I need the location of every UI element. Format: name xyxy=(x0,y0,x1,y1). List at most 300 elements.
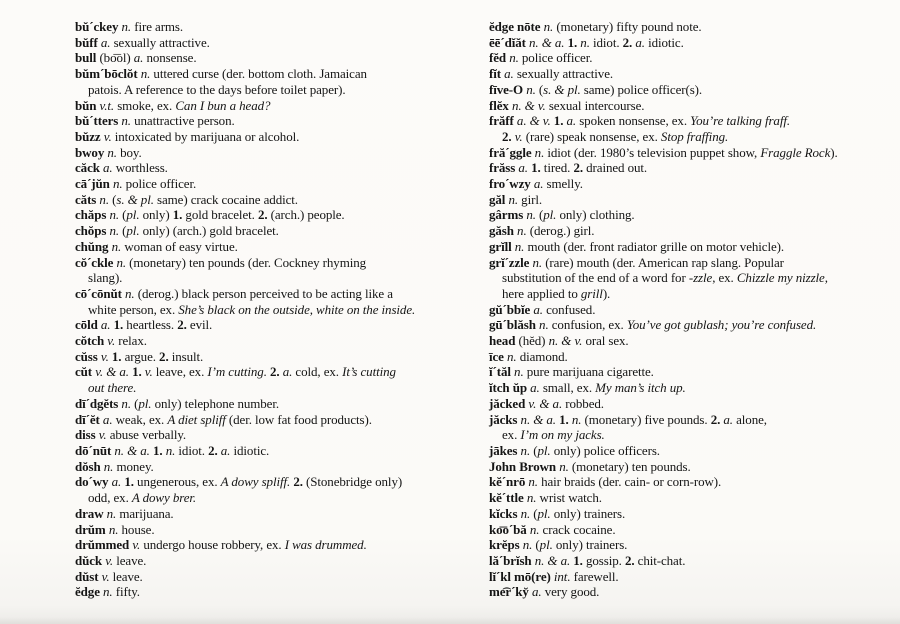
dictionary-entry xyxy=(75,192,463,208)
sense-number: 2. xyxy=(257,207,268,223)
italic-text: n. xyxy=(509,50,519,66)
italic-text: n. xyxy=(526,81,536,97)
definition-text: weak, ex. xyxy=(112,411,168,427)
headword: frăss xyxy=(489,160,519,176)
italic-text: pl. xyxy=(126,207,140,223)
italic-text: n. xyxy=(507,348,517,364)
headword: dī´dgĕts xyxy=(75,395,122,411)
dictionary-entry xyxy=(75,129,463,145)
definition-text: ( xyxy=(108,191,117,207)
dictionary-entry xyxy=(489,364,893,380)
italic-text: n. xyxy=(514,238,525,254)
definition-text: only) trainers. xyxy=(550,505,626,521)
italic-text: v. & a. xyxy=(95,364,129,380)
italic-text: a. xyxy=(533,301,543,317)
dictionary-entry xyxy=(75,66,463,97)
italic-text: n. xyxy=(106,505,117,521)
sense-number: 1. xyxy=(573,552,583,568)
dictionary-entry xyxy=(75,396,463,412)
definition-text: (rare) speak nonsense, ex. xyxy=(522,128,661,144)
column-right xyxy=(489,19,893,600)
definition-text: confused. xyxy=(542,301,596,317)
dictionary-entry xyxy=(75,474,463,505)
headword: fĕd xyxy=(489,50,510,66)
headword: lĭ´kl mō(re) xyxy=(489,568,554,584)
italic-text: a. xyxy=(518,160,528,176)
dictionary-entry xyxy=(489,66,893,82)
sense-number: 1. xyxy=(152,442,163,458)
italic-text: n. xyxy=(121,395,131,411)
definition-text: leave. xyxy=(109,568,143,584)
definition-text: boy. xyxy=(116,144,142,160)
sense-number: 1. xyxy=(111,348,122,364)
italic-text: a. xyxy=(723,411,733,427)
definition-text: sexually attractive. xyxy=(513,66,614,82)
dictionary-entry xyxy=(75,506,463,522)
italic-text: n. xyxy=(121,113,131,129)
headword: bull xyxy=(75,50,100,66)
dictionary-entry xyxy=(75,98,463,114)
definition-text: sexual intercourse. xyxy=(545,97,645,113)
headword: jăcked xyxy=(489,395,529,411)
italic-text: I’m cutting. xyxy=(207,364,267,380)
italic-text: n. & v. xyxy=(548,333,583,349)
dictionary-entry xyxy=(489,207,893,223)
dictionary-entry xyxy=(75,176,463,192)
dictionary-entry xyxy=(75,443,463,459)
headword: fră´ggle xyxy=(489,144,535,160)
italic-text: You’ve got gublash; you’re confused. xyxy=(626,317,817,333)
headword: ēē´dĭăt xyxy=(489,34,529,50)
italic-text: v. xyxy=(105,552,114,568)
sense-number: 1. xyxy=(559,411,569,427)
definition-text: (Stonebridge only) xyxy=(302,474,403,490)
sense-number: 1. xyxy=(172,207,183,223)
italic-text: n. xyxy=(109,207,120,223)
italic-text: You’re talking fraff. xyxy=(690,113,791,129)
headword: găl xyxy=(489,191,509,207)
italic-text: n. xyxy=(529,521,540,537)
italic-text: n. xyxy=(543,19,554,34)
sense-number: 1. xyxy=(132,364,142,380)
italic-text: out there. xyxy=(88,380,137,396)
headword: grĭ´zzle xyxy=(489,254,533,270)
headword: ko͞o´bă xyxy=(489,521,530,537)
definition-text: marijuana. xyxy=(116,505,174,521)
definition-text: fifty. xyxy=(112,584,140,600)
definition-text: uttered curse (der. bottom cloth. Jamaican xyxy=(150,66,367,82)
definition-text: only) (arch.) gold bracelet. xyxy=(139,223,279,239)
sense-number: 2. xyxy=(293,474,303,490)
dictionary-entry xyxy=(489,239,893,255)
italic-text: v. xyxy=(144,364,153,380)
definition-text: only) police officers. xyxy=(550,442,660,458)
definition-text: only) clothing. xyxy=(556,207,635,223)
headword: cŭss xyxy=(75,348,101,364)
headword: chŏps xyxy=(75,223,110,239)
definition-text: patois. A reference to the days before toilet paper). xyxy=(88,81,346,97)
definition-text: crack cocaine. xyxy=(539,521,616,537)
italic-text: grill xyxy=(580,285,603,301)
headword: dŭck xyxy=(75,552,106,568)
dictionary-entry xyxy=(489,19,893,35)
headword: bŭ´tters xyxy=(75,113,122,129)
sense-number: 2. xyxy=(208,442,218,458)
dictionary-entry xyxy=(489,317,893,333)
page-bottom-shading xyxy=(0,617,900,624)
dictionary-entry xyxy=(75,145,463,161)
definition-text: diamond. xyxy=(516,348,568,364)
italic-text: int. xyxy=(553,568,571,584)
dictionary-entry xyxy=(75,19,463,35)
italic-text: a. xyxy=(100,317,111,333)
dictionary-entry xyxy=(489,255,893,302)
definition-text: oral sex. xyxy=(582,333,629,349)
headword: ĕdge nōte xyxy=(489,19,544,34)
dictionary-entry xyxy=(489,302,893,318)
definition-text: smelly. xyxy=(543,176,583,192)
sense-number: 2. xyxy=(159,348,169,364)
italic-text: n. xyxy=(517,223,527,239)
definition-text: (bo͞ol) xyxy=(99,50,134,66)
italic-text: a. xyxy=(102,411,113,427)
italic-text: v.t. xyxy=(99,97,115,113)
headword: fĭt xyxy=(489,66,505,82)
italic-text: v. xyxy=(132,537,141,553)
headword: bŭff xyxy=(75,34,101,50)
italic-text: n. xyxy=(508,191,519,207)
headword: īce xyxy=(489,348,508,364)
italic-text: n. xyxy=(107,144,117,160)
definition-text: ( xyxy=(119,223,127,239)
italic-text: n. xyxy=(571,411,582,427)
headword: jăcks xyxy=(489,411,521,427)
dictionary-entry xyxy=(75,255,463,286)
definition-text: house. xyxy=(118,521,155,537)
definition-text: only) xyxy=(139,207,173,223)
definition-text: idiot. xyxy=(175,442,209,458)
italic-text: pl. xyxy=(537,442,551,458)
dictionary-entry xyxy=(489,506,893,522)
italic-text: n. xyxy=(534,144,545,160)
definition-text: (monetary) ten pounds (der. Cockney rhyming xyxy=(126,254,367,270)
dictionary-entry xyxy=(489,474,893,490)
headword: bŭzz xyxy=(75,128,104,144)
definition-text: (derog.) girl. xyxy=(526,223,595,239)
headword: gŭ´bbĭe xyxy=(489,301,534,317)
dictionary-entry xyxy=(75,160,463,176)
dictionary-entry xyxy=(75,412,463,428)
headword: bŭ´ckey xyxy=(75,19,122,34)
italic-text: v. xyxy=(100,348,109,364)
definition-text: insult. xyxy=(168,348,204,364)
headword: drŭmmed xyxy=(75,537,133,553)
italic-text: v. xyxy=(98,427,107,443)
dictionary-entry xyxy=(489,412,893,443)
italic-text: a. xyxy=(282,364,293,380)
definition-text: ( xyxy=(535,207,544,223)
italic-text: She’s black on the outside, white on the inside. xyxy=(178,301,416,317)
italic-text: v. xyxy=(103,128,112,144)
italic-text: v. xyxy=(101,568,110,584)
italic-text: My man’s itch up. xyxy=(595,380,686,396)
dictionary-entry xyxy=(75,459,463,475)
definition-text: ex. xyxy=(502,427,521,443)
italic-text: n. xyxy=(111,238,122,254)
definition-text: sexually attractive. xyxy=(110,34,210,50)
sense-number: 2. xyxy=(622,34,633,50)
definition-text: pure marijuana cigarette. xyxy=(523,364,654,380)
italic-text: n. xyxy=(559,458,569,474)
italic-text: a. xyxy=(100,34,111,50)
sense-number: 2. xyxy=(177,317,187,333)
definition-text: girl. xyxy=(518,191,542,207)
headword: me͡r´ky̆ xyxy=(489,584,532,600)
dictionary-entry xyxy=(489,333,893,349)
italic-text: s. & pl. xyxy=(543,81,581,97)
italic-text: a. xyxy=(533,176,544,192)
definition-text: white person, ex. xyxy=(88,301,179,317)
headword: cā´jŭn xyxy=(75,176,113,192)
sense-number: 1. xyxy=(531,160,541,176)
dictionary-entry xyxy=(489,459,893,475)
definition-text: leave, ex. xyxy=(152,364,208,380)
sense-number: 1. xyxy=(567,34,578,50)
dictionary-entry xyxy=(489,113,893,144)
definition-text: ). xyxy=(602,285,611,301)
definition-text: ( xyxy=(130,395,139,411)
definition-text: ( xyxy=(119,207,127,223)
italic-text: -zzle xyxy=(688,270,713,286)
italic-text: I’m on my jacks. xyxy=(520,427,605,443)
italic-text: n. xyxy=(121,19,132,34)
definition-text: ( xyxy=(530,442,538,458)
dictionary-entry xyxy=(75,35,463,51)
headword: diss xyxy=(75,427,99,443)
headword: dī´ĕt xyxy=(75,411,103,427)
definition-text: here applied to xyxy=(502,285,581,301)
headword: fro´wzy xyxy=(489,176,534,192)
dictionary-entry xyxy=(75,317,463,333)
definition-text: argue. xyxy=(121,348,160,364)
definition-text: heartless. xyxy=(123,317,178,333)
definition-text: chit-chat. xyxy=(634,552,686,568)
dictionary-entry xyxy=(489,490,893,506)
italic-text: n. xyxy=(109,223,120,239)
italic-text: s. & pl. xyxy=(116,191,154,207)
italic-text: n. xyxy=(514,364,524,380)
headword: John Brown xyxy=(489,458,560,474)
italic-text: A dowy spliff. xyxy=(220,474,291,490)
definition-text: farewell. xyxy=(570,568,619,584)
headword: căck xyxy=(75,160,104,176)
italic-text: a. xyxy=(566,113,577,129)
italic-text: Can I bun a head? xyxy=(175,97,271,113)
definition-text: spoken nonsense, ex. xyxy=(576,113,691,129)
italic-text: a. xyxy=(635,34,645,50)
italic-text: n. xyxy=(112,176,123,192)
dictionary-entry xyxy=(75,223,463,239)
italic-text: n. xyxy=(125,285,135,301)
dictionary-entry xyxy=(75,553,463,569)
italic-text: n. xyxy=(140,66,151,82)
definition-text: very good. xyxy=(541,584,600,600)
definition-text: (hĕd) xyxy=(518,333,549,349)
sense-number: 2. xyxy=(502,128,512,144)
headword: jākes xyxy=(489,442,521,458)
headword: kĭcks xyxy=(489,505,521,521)
definition-text: fire arms. xyxy=(131,19,184,34)
italic-text: n. & v. xyxy=(511,97,546,113)
definition-text: cold, ex. xyxy=(292,364,343,380)
italic-text: It’s cutting xyxy=(342,364,396,380)
headword: cō´cōnŭt xyxy=(75,285,126,301)
headword: gū´blăsh xyxy=(489,317,540,333)
definition-text: (monetary) fifty pound note. xyxy=(553,19,702,34)
dictionary-entry xyxy=(75,207,463,223)
italic-text: a. xyxy=(531,584,542,600)
dictionary-entry xyxy=(75,50,463,66)
headword: head xyxy=(489,333,519,349)
definition-text: ). xyxy=(830,144,838,160)
definition-text: odd, ex. xyxy=(88,490,132,506)
italic-text: Fraggle Rock xyxy=(760,144,831,160)
definition-text: idiot (der. 1980’s television puppet show, xyxy=(544,144,761,160)
dictionary-entry xyxy=(489,553,893,569)
headword: ĭtch ŭp xyxy=(489,380,531,396)
headword: draw xyxy=(75,505,107,521)
headword: căts xyxy=(75,191,100,207)
dictionary-entry xyxy=(489,145,893,161)
definition-text: woman of easy virtue. xyxy=(121,238,238,254)
definition-text: gold bracelet. xyxy=(182,207,258,223)
dictionary-entry xyxy=(75,569,463,585)
italic-text: n. xyxy=(522,537,533,553)
dictionary-entry xyxy=(489,98,893,114)
headword: bŭn xyxy=(75,97,100,113)
italic-text: n. xyxy=(526,490,537,506)
italic-text: n. xyxy=(520,505,531,521)
sense-number: 1. xyxy=(124,474,134,490)
italic-text: n. xyxy=(580,34,590,50)
italic-text: v. xyxy=(514,128,523,144)
dictionary-entry xyxy=(489,443,893,459)
definition-text: (derog.) black person perceived to be acting like a xyxy=(134,285,393,301)
italic-text: a. & v. xyxy=(516,113,551,129)
italic-text: n. xyxy=(103,584,113,600)
headword: krĕps xyxy=(489,537,523,553)
definition-text: (monetary) five pounds. xyxy=(581,411,711,427)
definition-text: (monetary) ten pounds. xyxy=(568,458,691,474)
definition-text: , ex. xyxy=(712,270,737,286)
italic-text: n. xyxy=(165,442,176,458)
definition-text: unattractive person. xyxy=(130,113,235,129)
headword: gârms xyxy=(489,207,527,223)
dictionary-entry xyxy=(489,35,893,51)
italic-text: n. xyxy=(539,317,549,333)
headword: flĕx xyxy=(489,97,512,113)
definition-text: same) police officer(s). xyxy=(580,81,703,97)
definition-text: evil. xyxy=(186,317,213,333)
dictionary-entry xyxy=(489,192,893,208)
italic-text: a. xyxy=(103,160,113,176)
italic-text: pl. xyxy=(537,505,551,521)
italic-text: Chizzle my nizzle, xyxy=(736,270,828,286)
italic-text: A diet spliff xyxy=(167,411,226,427)
definition-text: drained out. xyxy=(583,160,648,176)
italic-text: n. & a. xyxy=(534,552,571,568)
definition-text: wrist watch. xyxy=(536,490,602,506)
italic-text: a. xyxy=(504,66,514,82)
definition-text: ( xyxy=(532,537,540,553)
headword: găsh xyxy=(489,223,518,239)
italic-text: pl. xyxy=(539,537,553,553)
italic-text: n. xyxy=(528,474,538,490)
dictionary-entry xyxy=(75,584,463,600)
headword: bwoy xyxy=(75,144,108,160)
definition-text: robbed. xyxy=(562,395,604,411)
definition-text: same) crack cocaine addict. xyxy=(153,191,298,207)
sense-number: 1. xyxy=(113,317,124,333)
sense-number: 2. xyxy=(710,411,721,427)
headword: dŏsh xyxy=(75,458,104,474)
italic-text: n. xyxy=(526,207,536,223)
italic-text: n. xyxy=(103,458,114,474)
dictionary-entry xyxy=(75,113,463,129)
definition-text: tired. xyxy=(540,160,574,176)
headword: ĭ´tăl xyxy=(489,364,515,380)
definition-text: money. xyxy=(113,458,154,474)
italic-text: n. & a. xyxy=(114,442,150,458)
definition-text: idiot. xyxy=(589,34,623,50)
dictionary-entry xyxy=(75,286,463,317)
italic-text: n. xyxy=(99,191,109,207)
headword: drŭm xyxy=(75,521,109,537)
definition-text: ( xyxy=(535,81,544,97)
definition-text: nonsense. xyxy=(143,50,197,66)
headword: do´wy xyxy=(75,474,112,490)
italic-text: a. xyxy=(133,50,144,66)
headword: chăps xyxy=(75,207,110,223)
dictionary-entry xyxy=(75,333,463,349)
headword: ĕdge xyxy=(75,584,104,600)
italic-text: Stop fraffing. xyxy=(660,128,729,144)
dictionary-entry xyxy=(489,349,893,365)
definition-text: small, ex. xyxy=(539,380,596,396)
italic-text: v. xyxy=(107,333,116,349)
headword: lă´brĭsh xyxy=(489,552,535,568)
definition-text: worthless. xyxy=(112,160,168,176)
italic-text: n. xyxy=(520,442,531,458)
definition-text: gossip. xyxy=(582,552,625,568)
headword: chŭng xyxy=(75,238,112,254)
dictionary-entry xyxy=(75,522,463,538)
dictionary-entry xyxy=(489,396,893,412)
definition-text: hair braids (der. cain- or corn-row). xyxy=(537,474,722,490)
headword: cŏ´ckle xyxy=(75,254,117,270)
dictionary-entry xyxy=(489,537,893,553)
headword: kĕ´ttle xyxy=(489,490,527,506)
headword: grĭll xyxy=(489,238,515,254)
dictionary-entry xyxy=(75,537,463,553)
definition-text: leave. xyxy=(113,552,147,568)
definition-text: police officer. xyxy=(122,176,197,192)
definition-text: (der. low fat food products). xyxy=(225,411,372,427)
italic-text: A dowy brer. xyxy=(131,490,197,506)
dictionary-entry xyxy=(489,569,893,585)
italic-text: n. xyxy=(108,521,119,537)
italic-text: a. xyxy=(220,442,231,458)
